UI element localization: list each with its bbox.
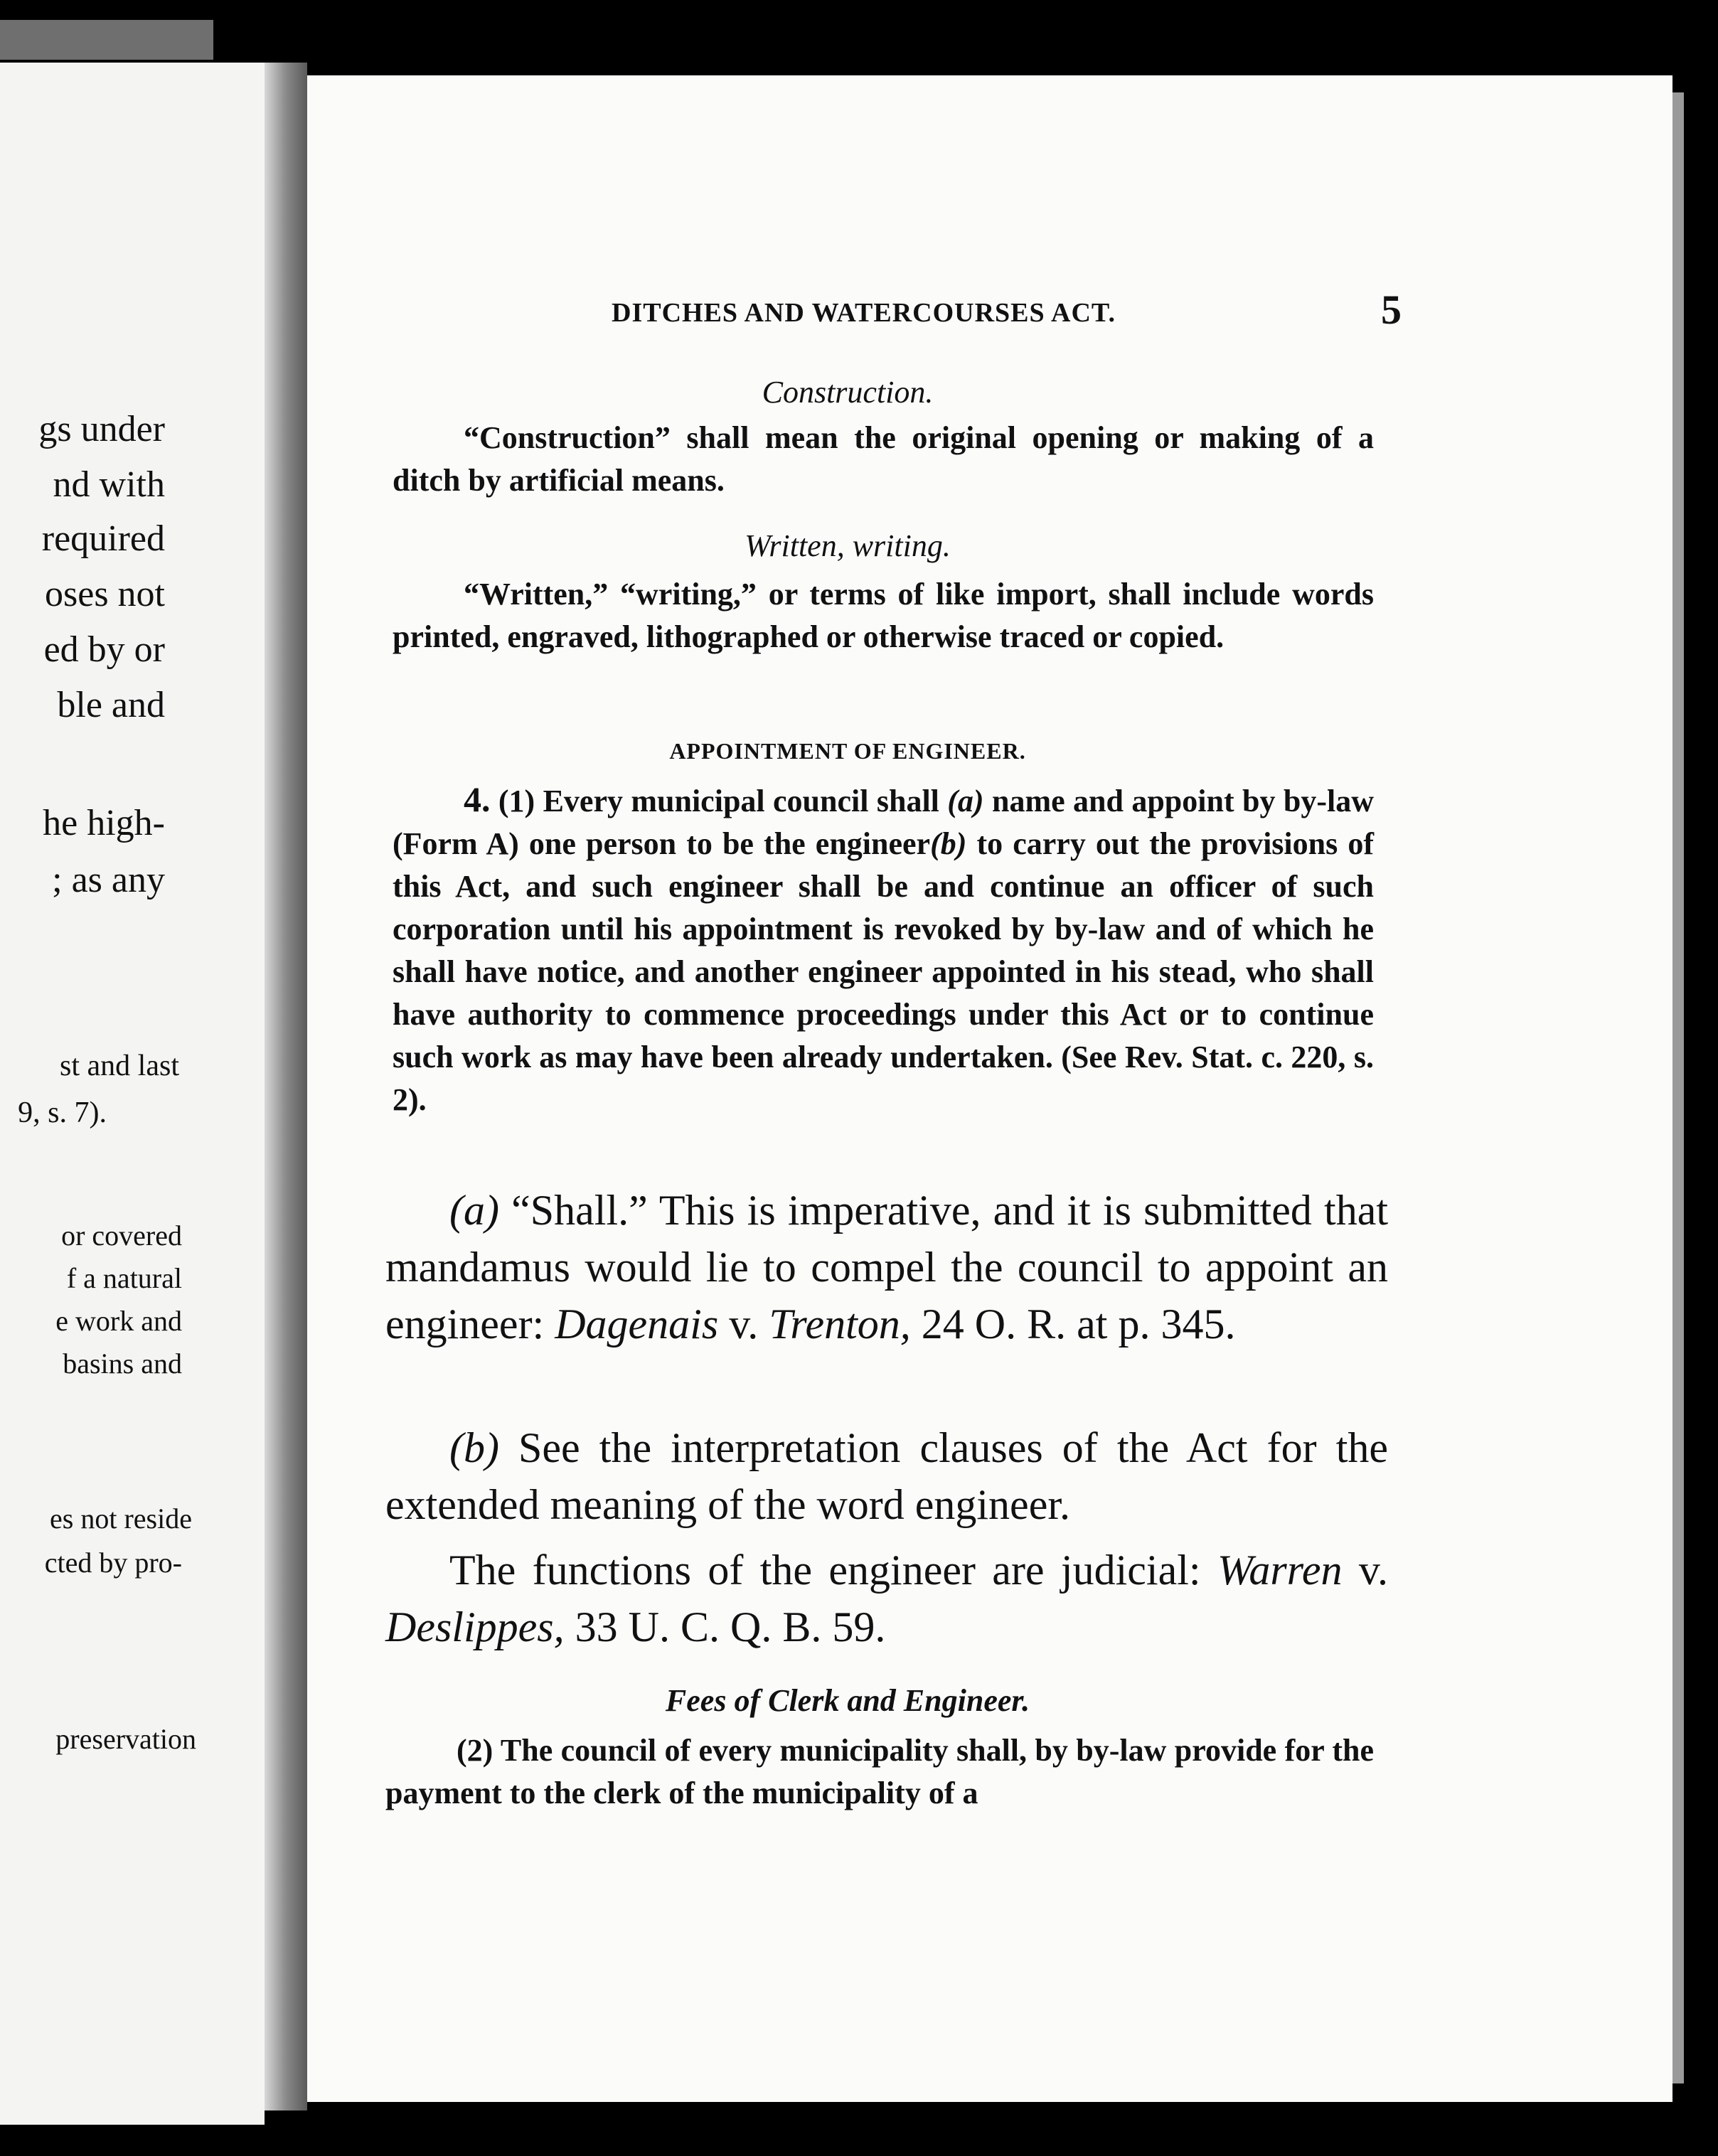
note-functions xyxy=(385,1542,1388,1655)
note-b-marker: (b) xyxy=(449,1424,499,1471)
note-a xyxy=(385,1182,1388,1352)
section-4-text-3: to carry out the provisions of this Act, and such engineer shall be and continue an officer of such corporation until his appointment is revoked by by-law and of which he shall have notice, and another engineer appointed in his stead, who shall have authority to commence proceedings under this Act or to continue such work as may have been already undertaken. (See Rev. Stat. c. 220, s. 2). xyxy=(393,826,1374,1117)
note-a-marker: (a) xyxy=(449,1187,499,1234)
left-line: es not reside xyxy=(50,1503,192,1535)
left-line: ; as any xyxy=(52,860,165,900)
section-4-text-1: (1) Every municipal council shall xyxy=(498,784,948,818)
note-functions-cite: 33 U. C. Q. B. 59. xyxy=(564,1603,886,1650)
para-fees xyxy=(385,1729,1374,1815)
left-line: or covered xyxy=(61,1220,182,1252)
left-line: gs under xyxy=(38,409,165,449)
left-line: required xyxy=(41,518,165,559)
para-written-text: “Written,” “writing,” or terms of like import, shall include words printed, engraved, lithographed or otherwise traced or copied. xyxy=(393,577,1374,654)
footnote-marker-a: (a) xyxy=(947,784,984,818)
para-construction xyxy=(393,417,1374,502)
footnote-marker-b: (b) xyxy=(930,826,967,861)
left-line: ed by or xyxy=(43,629,165,670)
para-written xyxy=(393,573,1374,658)
left-line: oses not xyxy=(45,574,165,614)
right-page xyxy=(307,75,1672,2102)
note-b-text: See the interpretation clauses of the Act for the extended meaning of the word engineer. xyxy=(385,1424,1388,1528)
left-line: ble and xyxy=(57,685,165,725)
left-line: f a natural xyxy=(66,1262,182,1294)
left-line: he high- xyxy=(43,803,165,843)
note-a-text: “Shall.” This is imperative, and it is submitted that mandamus would lie to compel the council to appoint an engineer: xyxy=(385,1187,1388,1348)
note-a-case: Dagenais xyxy=(555,1301,719,1348)
section-heading: APPOINTMENT OF ENGINEER. xyxy=(669,738,1026,764)
para-construction-text: “Construction” shall mean the original opening or making of a ditch by artificial means. xyxy=(393,420,1374,498)
note-functions-case: Warren xyxy=(1217,1547,1343,1594)
scan-edge-strip xyxy=(0,20,213,60)
sidehead-fees: Fees of Clerk and Engineer. xyxy=(665,1683,1030,1718)
left-line: preservation xyxy=(55,1723,196,1755)
note-a-mid: v. xyxy=(718,1301,769,1348)
left-line: 9, s. 7). xyxy=(18,1096,107,1129)
left-line: e work and xyxy=(55,1305,182,1337)
note-functions-case2: Deslippes, xyxy=(385,1603,565,1650)
note-functions-text: The functions of the engineer are judicial: xyxy=(449,1547,1217,1594)
sidehead-construction: Construction. xyxy=(762,375,934,410)
left-line: basins and xyxy=(63,1348,182,1379)
left-line: nd with xyxy=(53,464,165,505)
book-gutter xyxy=(265,63,307,2110)
section-4 xyxy=(393,778,1374,1121)
note-functions-mid: v. xyxy=(1342,1547,1388,1594)
left-page xyxy=(0,63,265,2125)
note-a-cite: 24 O. R. at p. 345. xyxy=(910,1301,1236,1348)
left-line: cted by pro- xyxy=(44,1547,182,1579)
sidehead-written: Written, writing. xyxy=(745,528,951,563)
left-line: st and last xyxy=(60,1050,179,1082)
section-4-text-2: name and appoint by by-law (Form A) one person to be the engineer xyxy=(393,784,1374,861)
section-number: 4. xyxy=(464,779,491,819)
page-edge xyxy=(1672,92,1684,2083)
page-number: 5 xyxy=(1381,287,1402,333)
para-fees-text: (2) The council of every municipality shall, by by-law provide for the payment to the clerk of the municipality of a xyxy=(385,1733,1374,1810)
note-a-case2: Trenton, xyxy=(769,1301,911,1348)
note-b xyxy=(385,1419,1388,1533)
running-head: DITCHES AND WATERCOURSES ACT. xyxy=(612,298,1116,328)
